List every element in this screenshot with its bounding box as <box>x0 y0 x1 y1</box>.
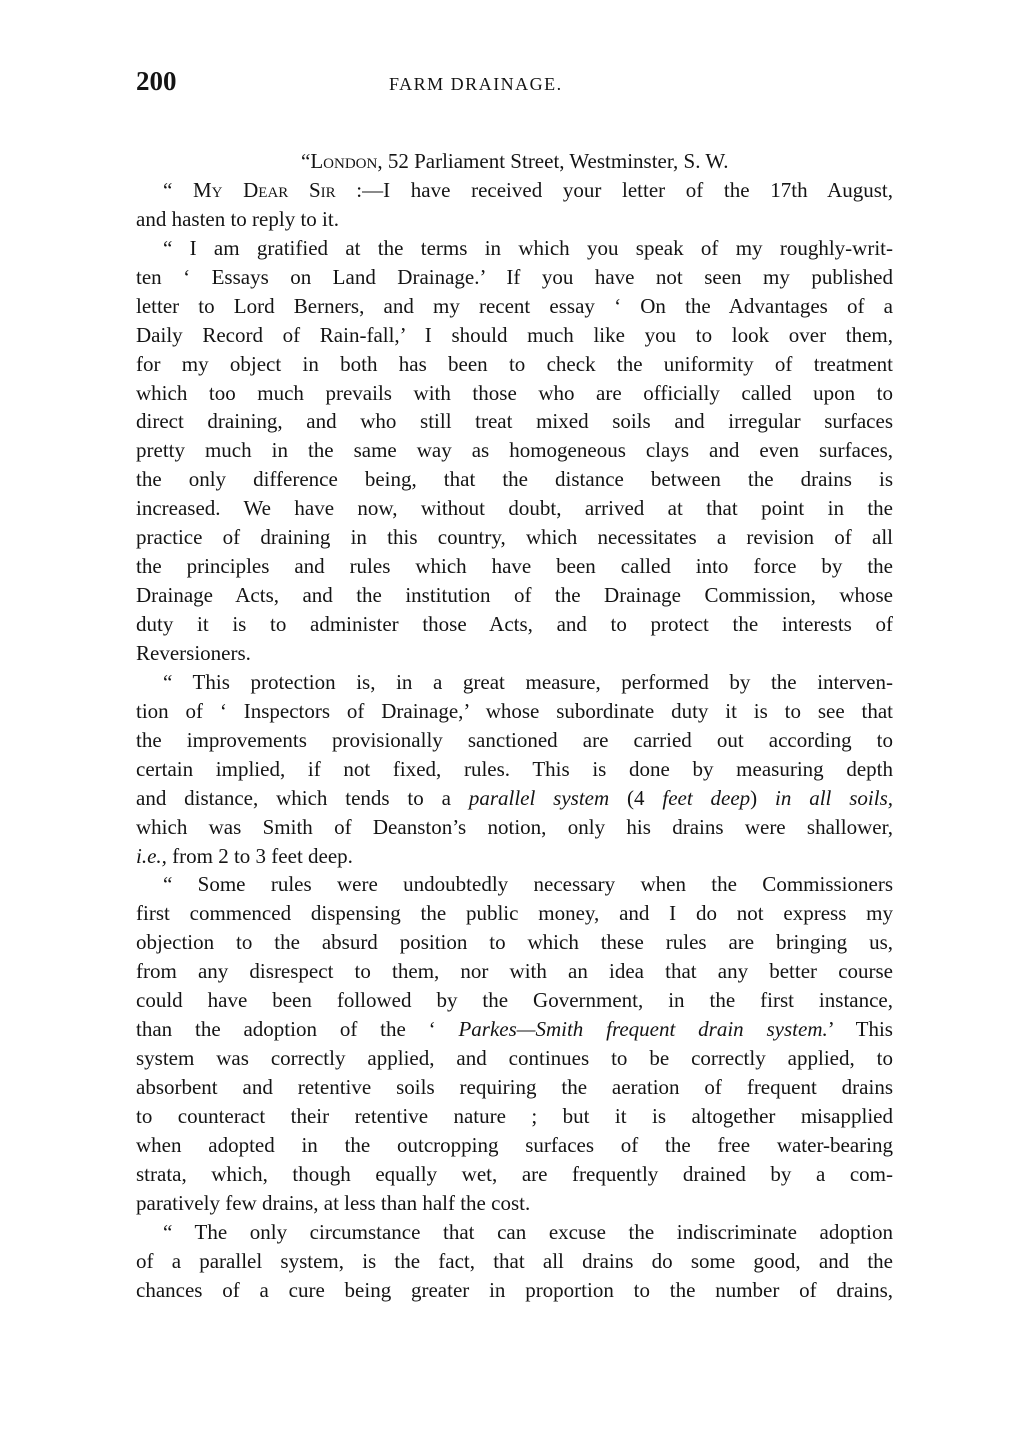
text-segment: “ <box>301 149 311 173</box>
text-segment: when adopted in the outcropping surfaces of the free water-bearing <box>136 1132 893 1157</box>
running-header <box>136 66 893 100</box>
paragraph-first-line <box>136 176 893 205</box>
paragraph-first-line <box>136 1218 893 1247</box>
text-line <box>136 639 893 668</box>
text-line <box>136 813 893 842</box>
text-line <box>136 552 893 581</box>
text-line <box>136 610 893 639</box>
text-segment: chances of a cure being greater in proportion to the number of drains, <box>136 1277 893 1302</box>
text-segment: direct draining, and who still treat mixed soils and irregular surfaces <box>136 409 893 434</box>
text-line <box>136 1276 893 1305</box>
text-line <box>136 726 893 755</box>
text-line <box>136 494 893 523</box>
text-segment: strata, which, though equally wet, are frequently drained by a com- <box>136 1161 893 1186</box>
text-segment: “ <box>163 177 193 202</box>
text-line <box>136 1131 893 1160</box>
text-segment: in all soils, <box>775 785 894 810</box>
text-segment: the improvements provisionally sanctioned are carried out according to <box>136 727 893 752</box>
text-segment: certain implied, if not fixed, rules. This is done by measuring depth <box>136 756 893 781</box>
text-segment: absorbent and retentive soils requiring the aeration of frequent drains <box>136 1075 893 1099</box>
text-line <box>136 1102 893 1131</box>
text-line <box>136 465 893 494</box>
text-line <box>136 205 893 234</box>
text-line <box>136 1189 893 1218</box>
paragraph-first-line <box>136 870 893 899</box>
text-segment: objection to the absurd position to which these rules are bringing us, <box>136 930 893 955</box>
text-segment: and distance, which tends to a <box>136 785 469 810</box>
text-segment: the only difference being, that the distance between the drains is <box>136 467 893 492</box>
text-segment: Reversioners. <box>136 640 251 665</box>
text-segment: My Dear Sir <box>192 177 336 202</box>
text-segment: from any disrespect to them, nor with an idea that any better course <box>136 959 893 984</box>
text-segment: paratively few drains, at less than half the cost. <box>136 1190 531 1215</box>
text-line <box>136 436 893 465</box>
running-title: FARM DRAINAGE. <box>389 74 563 94</box>
letter-body <box>136 147 893 1305</box>
text-segment: system was correctly applied, and continues to be correctly applied, to <box>136 1046 893 1071</box>
text-segment: “ The only circumstance that can excuse the indiscriminate adoption <box>163 1219 893 1244</box>
text-line <box>136 523 893 552</box>
text-segment: which was Smith of Deanston’s notion, only his drains were shallower, <box>136 814 893 839</box>
text-segment: “ This protection is, in a great measure, performed by the interven- <box>163 669 893 694</box>
text-line <box>136 292 893 321</box>
paragraph-first-line <box>136 234 893 263</box>
paragraph-first-line <box>136 668 893 697</box>
text-line <box>136 755 893 784</box>
text-segment: Drainage Acts, and the institution of the Drainage Commission, whose <box>136 583 893 608</box>
text-segment: tion of ‘ Inspectors of Drainage,’ whose subordinate duty it is to see that <box>136 698 893 723</box>
text-line <box>136 263 893 292</box>
letter-address <box>136 147 893 176</box>
text-segment: London <box>310 149 378 173</box>
text-segment: ) <box>750 785 776 810</box>
text-line <box>136 928 893 957</box>
text-line <box>136 1073 893 1102</box>
text-segment: to counteract their retentive nature ; but it is altogether misapplied <box>136 1103 893 1128</box>
text-segment: letter to Lord Berners, and my recent essay ‘ On the Advantages of a <box>136 293 893 318</box>
text-segment: the principles and rules which have been called into force by the <box>136 554 893 579</box>
text-segment: i.e., <box>136 843 167 868</box>
text-segment: (4 <box>609 785 663 810</box>
text-segment: than the adoption of the ‘ <box>136 1017 459 1042</box>
text-segment: Parkes—Smith frequent drain system. <box>458 1017 828 1042</box>
text-segment: “ I am gratified at the terms in which you speak of my roughly-writ- <box>163 235 893 260</box>
text-line <box>136 784 893 813</box>
text-line <box>136 899 893 928</box>
text-line <box>136 842 893 871</box>
text-line <box>136 697 893 726</box>
text-segment: increased. We have now, without doubt, arrived at that point in the <box>136 496 893 521</box>
text-line <box>136 581 893 610</box>
text-line <box>136 321 893 350</box>
text-segment: practice of draining in this country, which necessitates a revision of all <box>136 525 893 550</box>
text-line <box>136 986 893 1015</box>
text-line <box>136 1160 893 1189</box>
text-line <box>136 407 893 436</box>
text-segment: from 2 to 3 feet deep. <box>166 843 353 868</box>
text-segment: , 52 Parliament Street, Westminster, S. W. <box>377 149 729 173</box>
text-segment: feet deep <box>662 785 751 810</box>
text-segment: for my object in both has been to check the uniformity of treatment <box>136 351 893 376</box>
text-line <box>136 1044 893 1073</box>
text-segment: could have been followed by the Government, in the first instance, <box>136 988 893 1013</box>
text-segment: ten ‘ Essays on Land Drainage.’ If you have not seen my published <box>136 264 893 289</box>
text-segment: ’ This <box>827 1017 893 1042</box>
text-segment: :—I have received your letter of the 17th August, <box>335 177 893 202</box>
text-segment: parallel system <box>468 785 610 810</box>
text-segment: duty it is to administer those Acts, and to protect the interests of <box>136 612 893 636</box>
page-number: 200 <box>136 66 177 96</box>
text-segment: Daily Record of Rain-fall,’ I should much like you to look over them, <box>136 322 893 347</box>
text-segment: and hasten to reply to it. <box>136 206 339 231</box>
text-line <box>136 350 893 379</box>
text-line <box>136 957 893 986</box>
text-segment: pretty much in the same way as homogeneous clays and even surfaces, <box>136 438 893 463</box>
text-line <box>136 1247 893 1276</box>
text-segment: first commenced dispensing the public money, and I do not express my <box>136 901 893 926</box>
text-segment: which too much prevails with those who are officially called upon to <box>136 380 893 405</box>
text-segment: “ Some rules were undoubtedly necessary when the Commissioners <box>163 872 893 897</box>
text-line <box>136 379 893 408</box>
text-segment: of a parallel system, is the fact, that all drains do some good, and the <box>136 1248 893 1273</box>
text-line <box>136 1015 893 1044</box>
